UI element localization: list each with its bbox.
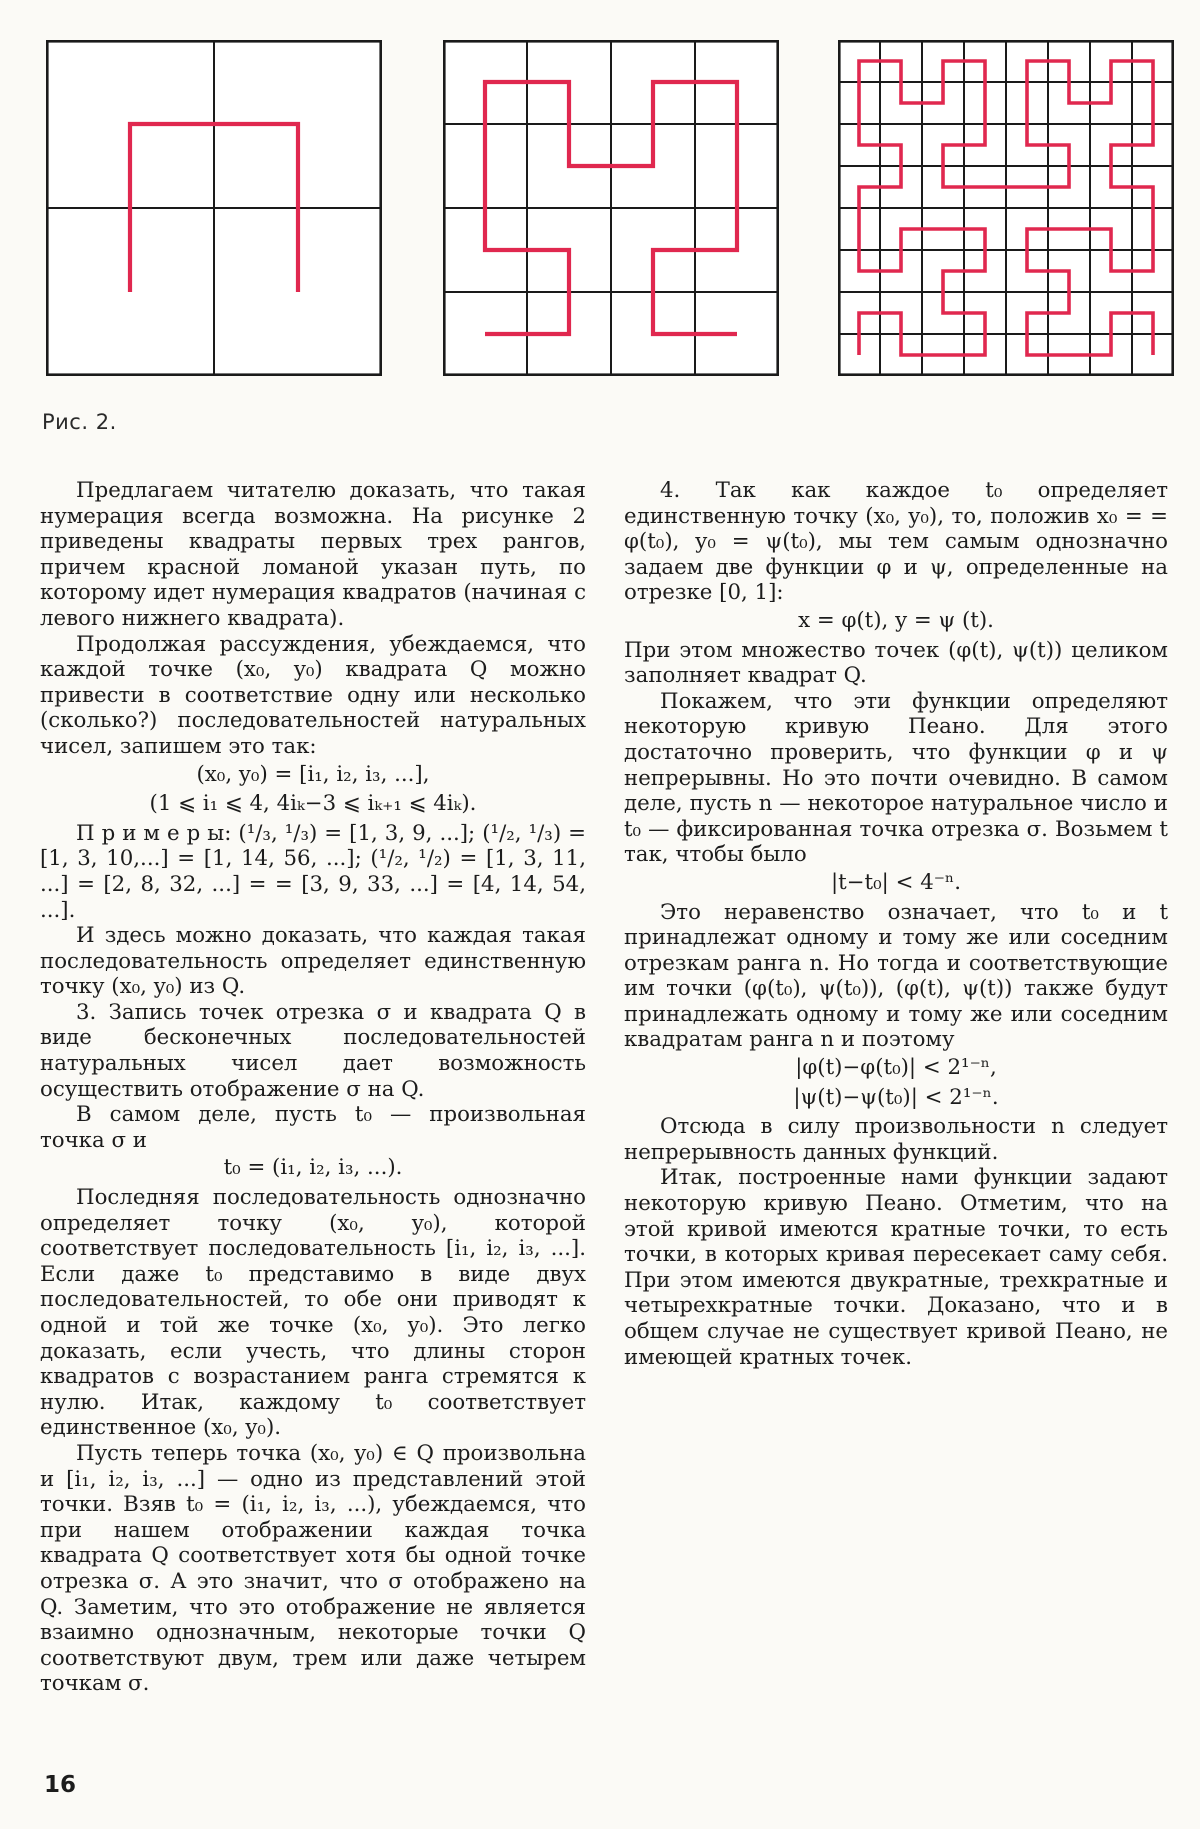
paragraph: Покажем, что эти функции определяют некоторую кривую Пеано. Для этого достаточно проверить, что функции φ и ψ непрерывны. Но это почти очевидно. В самом деле, пусть n — некоторое натуральное число и t₀ — фиксированная точка отрезка σ. Возьмем t так, чтобы было bbox=[624, 688, 1168, 868]
paragraph: Продолжая рассуждения, убеждаемся, что каждой точке (x₀, y₀) квадрата Q можно привести в соответствие одну или несколько (сколько?) последовательностей натуральных чисел, запишем это так: bbox=[40, 631, 586, 759]
paragraph: И здесь можно доказать, что каждая такая последовательность определяет единственную точку (x₀, y₀) из Q. bbox=[40, 923, 586, 1000]
formula: |ψ(t)−ψ(t₀)| < 2¹⁻ⁿ. bbox=[793, 1084, 999, 1110]
paragraph: Предлагаем читателю доказать, что такая нумерация всегда возможна. На рисунке 2 приведены квадраты первых трех рангов, причем красной ломаной указан путь, по которому идет нумерация квадратов (начиная с левого нижнего квадрата). bbox=[40, 478, 586, 631]
paragraph-section-4: 4. Так как каждое t₀ определяет единственную точку (x₀, y₀), то, положив x₀ = = φ(t₀), y₀ = ψ(t₀), мы тем самым однозначно задаем две функции φ и ψ, определенные на отрезке [0, 1]: bbox=[624, 478, 1168, 606]
figure-rank-2 bbox=[443, 40, 779, 376]
right-column bbox=[624, 478, 1168, 1370]
figure-rank-3 bbox=[838, 40, 1174, 376]
formula: (x₀, y₀) = [i₁, i₂, i₃, ...], bbox=[196, 761, 430, 787]
paragraph: Итак, построенные нами функции задают некоторую кривую Пеано. Отметим, что на этой кривой имеются кратные точки, то есть точки, в которых кривая пересекает саму себя. При этом имеются двукратные, трехкратные и четырехкратные точки. Доказано, что и в общем случае не существует кривой Пеано, не имеющей кратных точек. bbox=[624, 1165, 1168, 1370]
paragraph: Пусть теперь точка (x₀, y₀) ∈ Q произвольна и [i₁, i₂, i₃, ...] — одно из представлений этой точки. Взяв t₀ = (i₁, i₂, i₃, ...), убеждаемся, что при нашем отображении каждая точка квадрата Q соответствует хотя бы одной точке отрезка σ. А это значит, что σ отображено на Q. Заметим, что это отображение не является взаимно однозначным, некоторые точки Q соответствуют двум, трем или даже четырем точкам σ. bbox=[40, 1440, 586, 1697]
paragraph: Отсюда в силу произвольности n следует непрерывность данных функций. bbox=[624, 1114, 1168, 1165]
paragraph-section-3: 3. Запись точек отрезка σ и квадрата Q в виде бесконечных последовательностей натуральных чисел дает возможность осуществить отображение σ на Q. bbox=[40, 999, 586, 1102]
formula: t₀ = (i₁, i₂, i₃, ...). bbox=[223, 1155, 403, 1181]
left-column bbox=[40, 478, 586, 1697]
formula: |φ(t)−φ(t₀)| < 2¹⁻ⁿ, bbox=[795, 1055, 997, 1081]
paragraph-examples: П р и м е р ы: (¹/₃, ¹/₃) = [1, 3, 9, ...]; (¹/₂, ¹/₃) = [1, 3, 10,...] = [1, 14, 56, ...]; (¹/₂, ¹/₂) = [1, 3, 11, ...] = [2, 8, 32, ...] = = [3, 9, 33, ...] = [4, 14, 54, ...]. bbox=[40, 820, 586, 923]
figure-rank-1 bbox=[46, 40, 382, 376]
paragraph: В самом деле, пусть t₀ — произвольная точка σ и bbox=[40, 1102, 586, 1153]
paragraph: При этом множество точек (φ(t), ψ(t)) целиком заполняет квадрат Q. bbox=[624, 637, 1168, 689]
figure-caption: Рис. 2. bbox=[42, 410, 117, 434]
paragraph: Последняя последовательность однозначно определяет точку (x₀, y₀), которой соответствует последовательность [i₁, i₂, i₃, ...]. Если даже t₀ представимо в виде двух последовательностей, то обе они приводят к одной и той же точке (x₀, y₀). Это легко доказать, если учесть, что длины сторон квадратов с возрастанием ранга стремятся к нулю. Итак, каждому t₀ соответствует единственное (x₀, y₀). bbox=[40, 1185, 586, 1441]
formula: (1 ⩽ i₁ ⩽ 4, 4iₖ−3 ⩽ iₖ₊₁ ⩽ 4iₖ). bbox=[149, 791, 477, 817]
formula: |t−t₀| < 4⁻ⁿ. bbox=[830, 869, 961, 895]
formula: x = φ(t), y = ψ (t). bbox=[798, 607, 994, 633]
paragraph: Это неравенство означает, что t₀ и t принадлежат одному и тому же или соседним отрезкам ранга n. Но тогда и соответствующие им точки (φ(t₀), ψ(t₀)), (φ(t), ψ(t)) также будут принадлежать одному и тому же или соседним квадратам ранга n и поэтому bbox=[624, 899, 1168, 1053]
page-number: 16 bbox=[44, 1772, 77, 1798]
